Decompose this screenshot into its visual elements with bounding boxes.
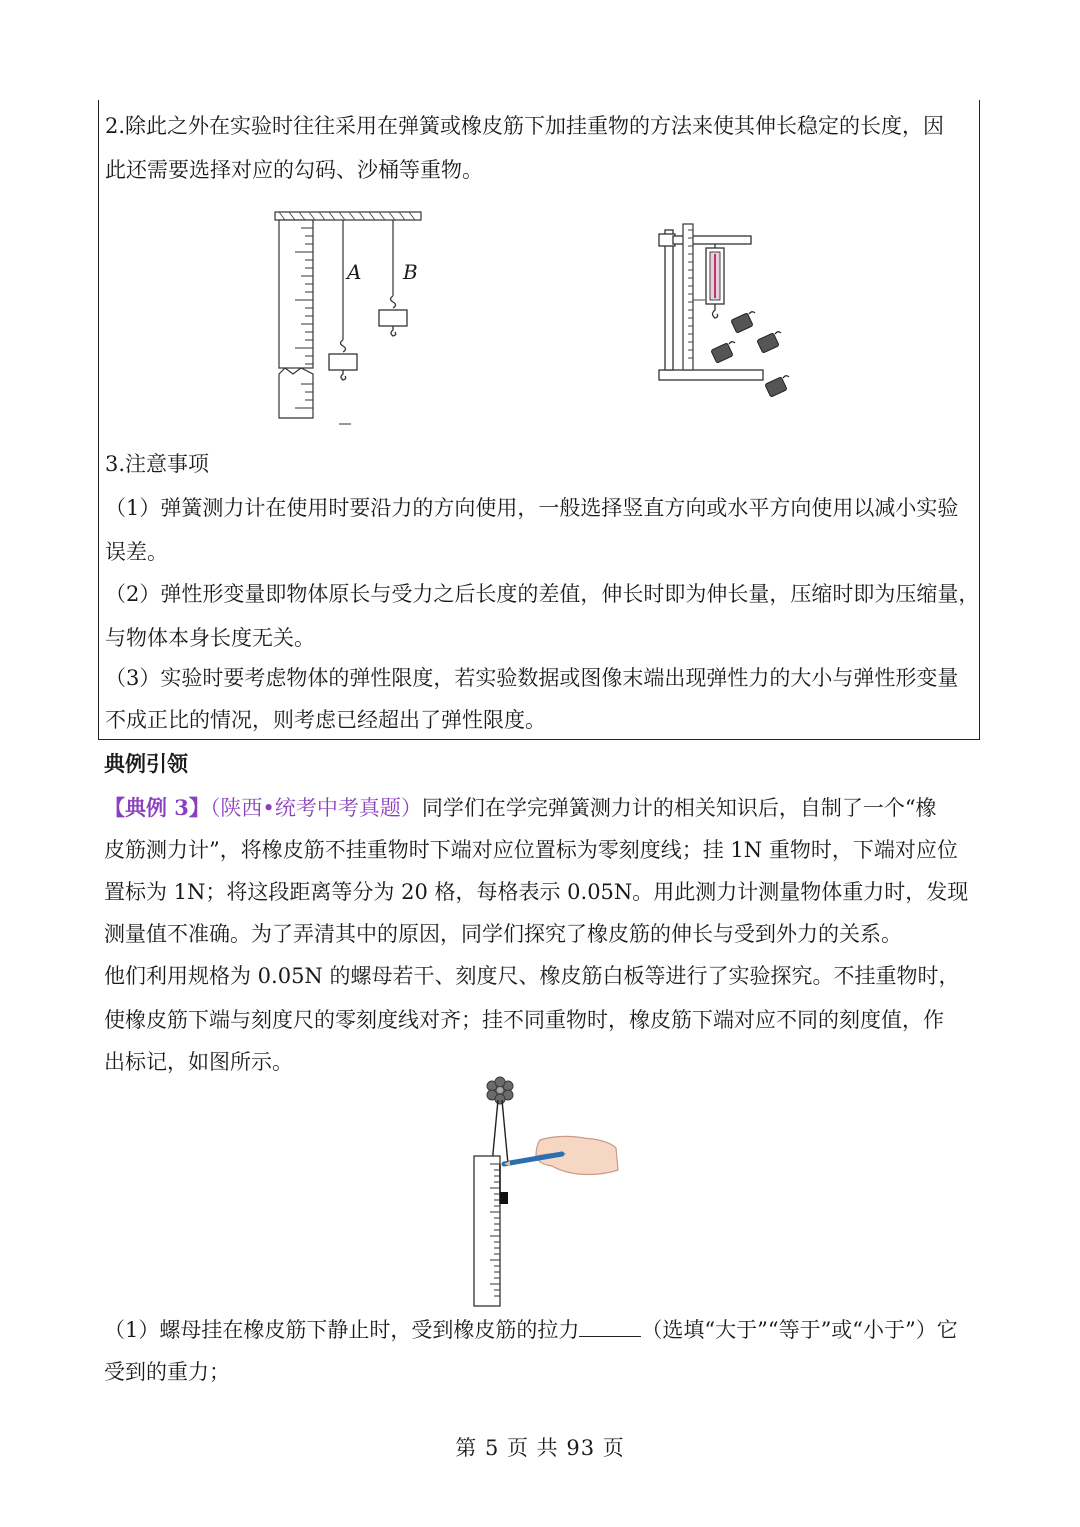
example-line2: 皮筋测力计”，将橡皮筋不挂重物时下端对应位置标为零刻度线；挂 1N 重物时，下端对应位 — [104, 838, 958, 862]
spring-a-label: A — [347, 260, 362, 284]
question1-line1 — [104, 1308, 980, 1352]
example-line1 — [104, 786, 980, 830]
question1-part1: （1）螺母挂在橡皮筋下静止时，受到橡皮筋的拉力 — [104, 1318, 580, 1342]
paragraph-2-line1: 2.除此之外在实验时往往采用在弹簧或橡皮筋下加挂重物的方法来使其伸长稳定的长度，因 — [105, 114, 945, 138]
notes-box — [98, 100, 980, 740]
note-3-line2: 不成正比的情况，则考虑已经超出了弹性限度。 — [105, 708, 546, 732]
example-line1-text: 同学们在学完弹簧测力计的相关知识后，自制了一个“橡 — [421, 796, 937, 820]
example-line7: 出标记，如图所示。 — [104, 1050, 293, 1074]
question1-line2: 受到的重力； — [104, 1360, 230, 1384]
note-3-line1: （3）实验时要考虑物体的弹性限度，若实验数据或图像末端出现弹性力的大小与弹性形变量 — [105, 666, 959, 690]
example-line4: 测量值不准确。为了弄清其中的原因，同学们探究了橡皮筋的伸长与受到外力的关系。 — [104, 922, 902, 946]
example-source: （陕西•统考中考真题） — [209, 796, 422, 820]
example-line3: 置标为 1N；将这段距离等分为 20 格，每格表示 0.05N。用此测力计测量物体重力时，发现 — [104, 880, 969, 904]
note-1-line1: （1）弹簧测力计在使用时要沿力的方向使用，一般选择竖直方向或水平方向使用以减小实验 — [105, 496, 959, 520]
example-line5: 他们利用规格为 0.05N 的螺母若干、刻度尺、橡皮筋白板等进行了实验探究。不挂重物时， — [104, 964, 960, 988]
example-line6: 使橡皮筋下端与刻度尺的零刻度线对齐；挂不同重物时，橡皮筋下端对应不同的刻度值，作 — [104, 1008, 944, 1032]
rubber-band-ruler-figure — [470, 1076, 620, 1308]
spring-b-label: B — [403, 260, 418, 284]
answer-blank[interactable] — [579, 1314, 641, 1337]
stand-spring-scale-figure — [655, 218, 805, 418]
note-2-line2: 与物体本身长度无关。 — [105, 626, 315, 650]
notes-heading: 3.注意事项 — [105, 452, 210, 476]
section-title: 典例引领 — [104, 751, 188, 776]
note-2-line1: （2）弹性形变量即物体原长与受力之后长度的差值，伸长时即为伸长量，压缩时即为压缩量， — [105, 582, 980, 606]
ruler-springs-figure — [271, 208, 426, 430]
example-tag: 【典例 3】 — [104, 795, 210, 820]
note-1-line2: 误差。 — [105, 540, 168, 564]
page-footer: 第 5 页 共 93 页 — [455, 1436, 625, 1460]
paragraph-2-line2: 此还需要选择对应的勾码、沙桶等重物。 — [105, 158, 483, 182]
question1-part2: （选填“大于”“等于”或“小于”）它 — [641, 1318, 958, 1342]
